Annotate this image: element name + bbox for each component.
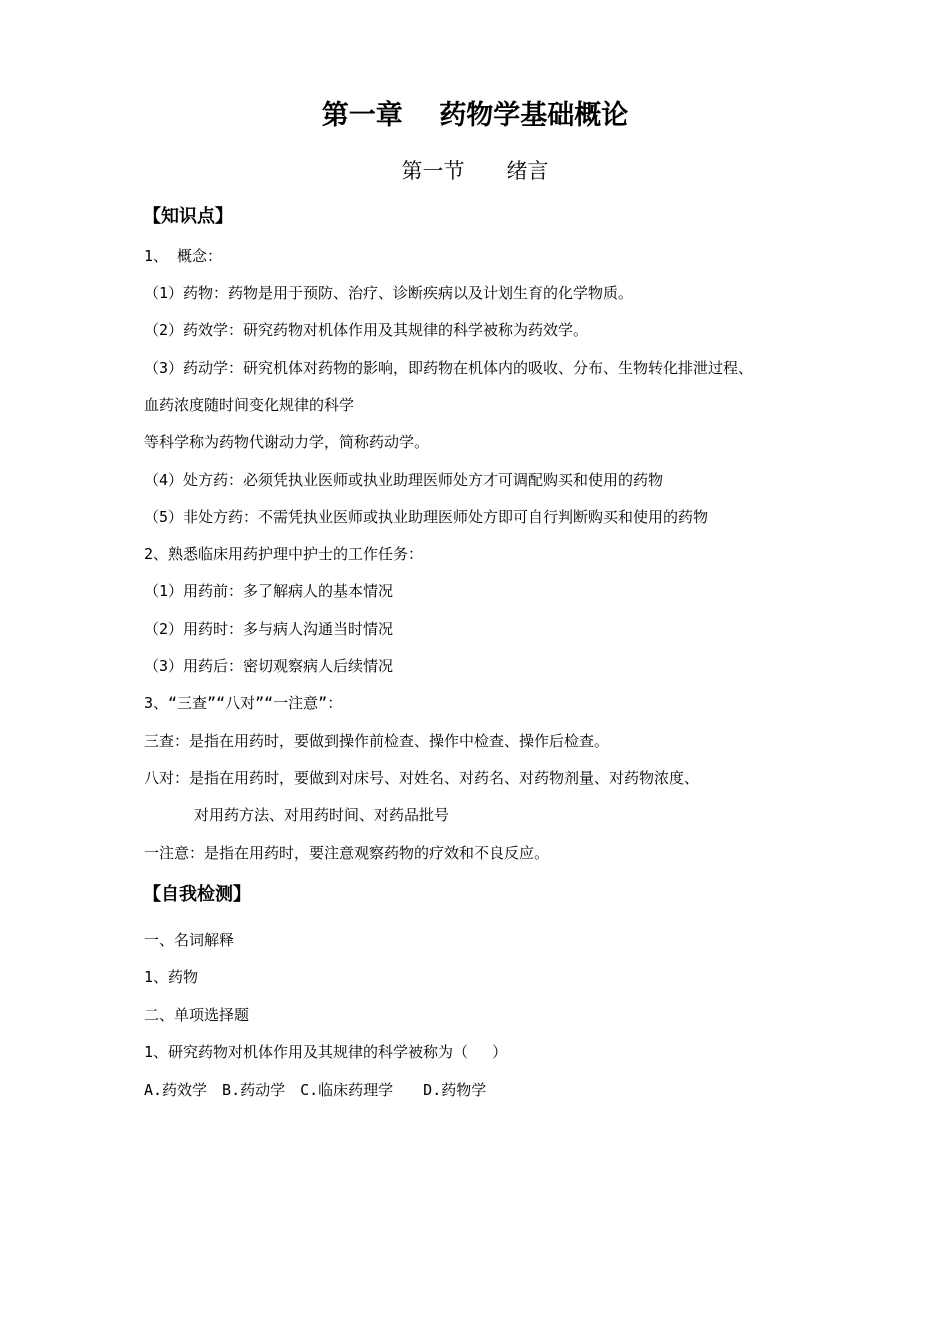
- definition-otc-drug: （5）非处方药：不需凭执业医师或执业助理医师处方即可自行判断购买和使用的药物: [144, 508, 709, 526]
- nurse-task-during: （2）用药时：多与病人沟通当时情况: [144, 620, 394, 638]
- one-attention: 一注意：是指在用药时，要注意观察药物的疗效和不良反应。: [144, 844, 550, 862]
- nurse-task-before: （1）用药前：多了解病人的基本情况: [144, 582, 394, 600]
- question-1: 1、研究药物对机体作用及其规律的科学被称为（ ）: [144, 1043, 508, 1061]
- eight-verifications-cont: 对用药方法、对用药时间、对药品批号: [194, 806, 450, 824]
- section-title: 第一节 绪言: [401, 159, 549, 183]
- question-1-options: A.药效学 B.药动学 C.临床药理学 D.药物学: [144, 1081, 487, 1099]
- nurse-tasks-heading: 2、熟悉临床用药护理中护士的工作任务：: [144, 545, 424, 563]
- nurse-task-after: （3）用药后：密切观察病人后续情况: [144, 657, 394, 675]
- eight-verifications: 八对：是指在用药时，要做到对床号、对姓名、对药名、对药物剂量、对药物浓度、: [144, 769, 700, 787]
- chapter-title: 第一章 药物学基础概论: [321, 100, 629, 131]
- definition-pharmacodynamics: （2）药效学：研究药物对机体作用及其规律的科学被称为药效学。: [144, 321, 589, 339]
- definition-pharmacokinetics-cont: 血药浓度随时间变化规律的科学: [144, 396, 355, 414]
- concept-heading: 1、 概念：: [144, 247, 223, 265]
- self-test-heading: 【自我检测】: [143, 884, 251, 905]
- definition-pharmacokinetics-cont-2: 等科学称为药物代谢动力学，简称药动学。: [144, 433, 430, 451]
- definition-prescription-drug: （4）处方药：必须凭执业医师或执业助理医师处方才可调配购买和使用的药物: [144, 471, 664, 489]
- term-item-1: 1、药物: [144, 968, 199, 986]
- checks-heading: 3、“三查”“八对”“一注意”：: [144, 694, 343, 712]
- single-choice-heading: 二、单项选择题: [144, 1006, 250, 1024]
- knowledge-heading: 【知识点】: [143, 206, 233, 227]
- term-explanation-heading: 一、名词解释: [144, 931, 235, 949]
- three-checks: 三查：是指在用药时，要做到操作前检查、操作中检查、操作后检查。: [144, 732, 610, 750]
- definition-pharmacokinetics: （3）药动学：研究机体对药物的影响，即药物在机体内的吸收、分布、生物转化排泄过程、: [144, 359, 754, 377]
- definition-drug: （1）药物：药物是用于预防、治疗、诊断疾病以及计划生育的化学物质。: [144, 284, 634, 302]
